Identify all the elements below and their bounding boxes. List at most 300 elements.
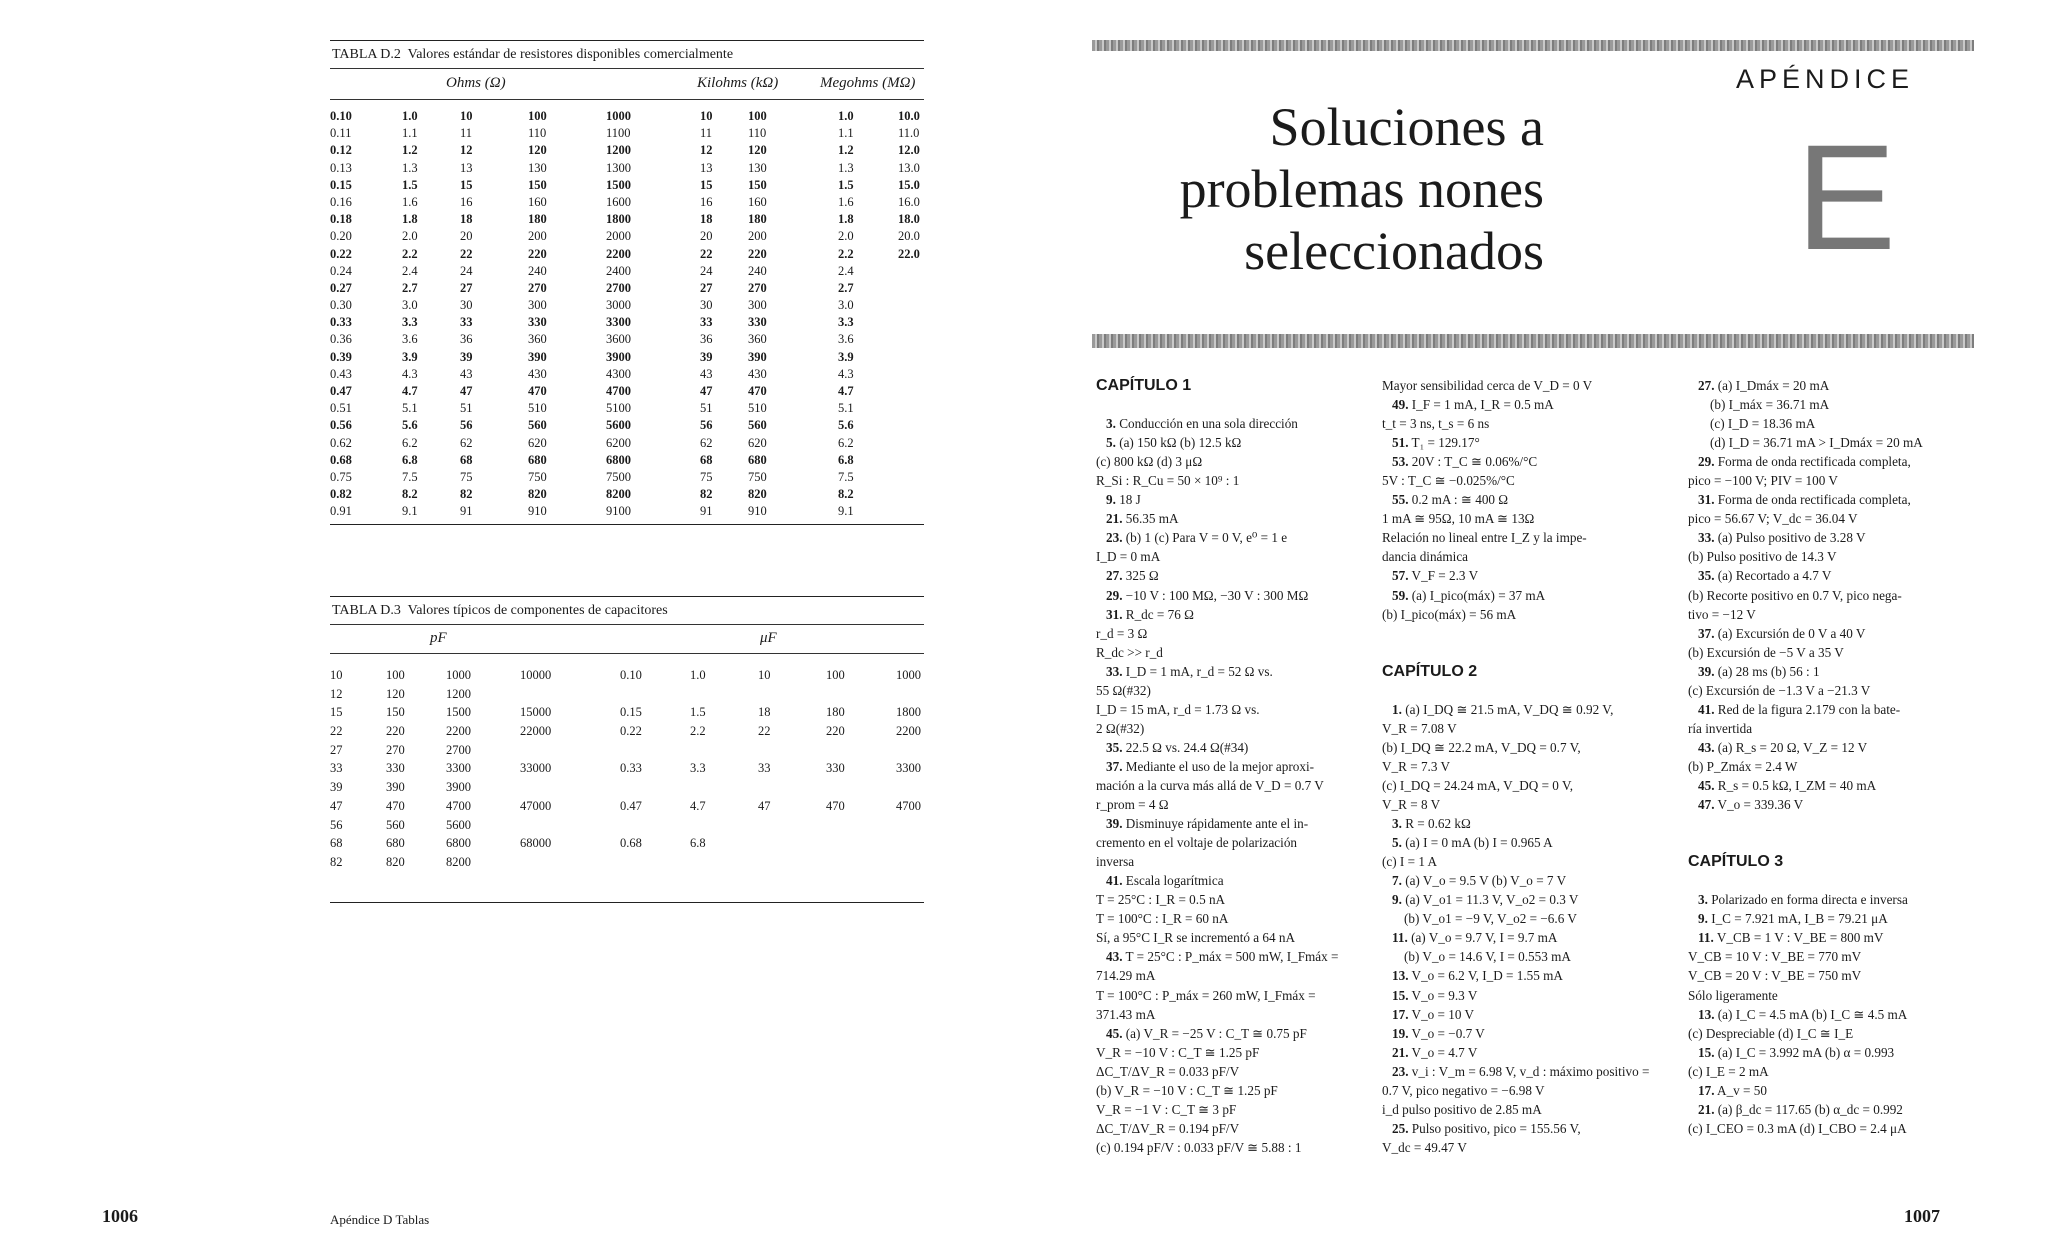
table-cell: 1000: [896, 668, 921, 682]
table-cell: 15: [700, 177, 713, 192]
solution-text: v_i : V_m = 6.98 V, v_d : máximo positivo =: [1408, 1063, 1650, 1079]
solution-continuation: I_D = 0 mA: [1096, 549, 1161, 565]
right-page: [1024, 0, 2048, 1244]
table-cell: 36: [700, 332, 713, 347]
table-cell: 820: [748, 487, 767, 502]
table-cell: 2700: [606, 280, 631, 295]
table-cell: 1.3: [402, 160, 418, 175]
table-cell: 3300: [896, 761, 921, 776]
table-cell: 6.8: [838, 452, 854, 467]
chapter-heading: CAPÍTULO 1: [1096, 377, 1192, 394]
table-cell: 75: [700, 469, 713, 484]
solution-continuation: (b) I_máx = 36.71 mA: [1710, 397, 1830, 413]
table-cell: 0.10: [620, 668, 642, 682]
table-cell: 0.75: [330, 469, 352, 484]
table-cell: 30: [700, 298, 713, 313]
table-cell: 47: [758, 798, 771, 813]
solution-entry: [1382, 700, 1649, 719]
solution-entry: [1382, 1062, 1649, 1081]
table-cell: [690, 741, 706, 760]
solution-entry: [1382, 1119, 1649, 1138]
table-cell: 12: [460, 143, 473, 158]
solution-text: 18 J: [1115, 492, 1141, 508]
table-cell: 82: [330, 854, 343, 869]
table-cell: 22.0: [898, 246, 920, 261]
solution-text: Red de la figura 2.179 con la bate-: [1714, 701, 1901, 717]
table-cell: 0.62: [330, 435, 352, 450]
table-cell: 2.2: [838, 246, 854, 261]
solution-entry: [1096, 814, 1339, 833]
problem-number: 39.: [1698, 663, 1715, 679]
table-cell: 0.91: [330, 504, 352, 519]
table-cell: [520, 816, 551, 835]
solution-entry: [1096, 433, 1339, 452]
solution-entry: [1688, 490, 1923, 509]
table-cell: 13.0: [898, 160, 920, 175]
table-cell: 43: [700, 366, 713, 381]
table-cell: 910: [748, 504, 767, 519]
table-cell: 3300: [606, 315, 631, 330]
solution-entry: [1688, 890, 1923, 909]
problem-number: 33.: [1106, 663, 1123, 679]
table-cell: 39: [700, 349, 713, 364]
problem-number: 39.: [1106, 816, 1123, 832]
table-cell: [620, 741, 642, 760]
table-cell: 15: [330, 705, 343, 720]
table-cell: 470: [386, 798, 405, 813]
solution-continuation: (d) I_D = 36.71 mA > I_Dmáx = 20 mA: [1710, 435, 1923, 451]
solution-entry: [1096, 509, 1339, 528]
solution-entry: [1688, 1005, 1923, 1024]
problem-number: 19.: [1392, 1025, 1409, 1041]
table-cell: 330: [386, 761, 405, 776]
table-cell: 680: [528, 452, 547, 467]
problem-number: 37.: [1698, 625, 1715, 641]
table-cell: 1100: [606, 126, 631, 141]
solution-continuation: V_R = 8 V: [1382, 797, 1441, 813]
table-cell: 4.3: [838, 366, 854, 381]
solution-text: V_o = 9.3 V: [1408, 987, 1478, 1003]
table-cell: 1800: [606, 212, 631, 227]
table-cell: 0.43: [330, 366, 352, 381]
table-cell: 360: [748, 332, 767, 347]
solution-text: (a) V_o1 = 11.3 V, V_o2 = 0.3 V: [1401, 892, 1579, 908]
table-d3-column: [386, 666, 405, 872]
table-cell: 11.0: [898, 126, 920, 141]
solution-continuation: pico = 56.67 V; V_dc = 36.04 V: [1688, 511, 1858, 527]
table-cell: 82: [460, 487, 473, 502]
header-ohms: Ohms (Ω): [446, 75, 506, 91]
problem-number: 11.: [1392, 930, 1408, 946]
table-cell: 470: [528, 384, 547, 398]
problem-number: 3.: [1106, 416, 1116, 432]
table-cell: [758, 685, 771, 704]
solution-continuation: dancia dinámica: [1382, 549, 1469, 565]
table-cell: [826, 741, 845, 760]
table-cell: 820: [528, 487, 547, 502]
table-d3-caption: [330, 596, 924, 625]
table-d2-column: [402, 108, 418, 521]
solution-text: R_s = 0.5 kΩ, I_ZM = 40 mA: [1714, 777, 1877, 793]
table-cell: 2000: [606, 229, 631, 244]
solution-continuation: (b) V_R = −10 V : C_T ≅ 1.25 pF: [1096, 1082, 1278, 1098]
solution-text: (a) Pulso positivo de 3.28 V: [1714, 530, 1866, 546]
problem-number: 41.: [1698, 701, 1715, 717]
table-cell: 8200: [606, 487, 631, 502]
table-cell: 150: [386, 705, 405, 720]
table-cell: 200: [748, 229, 767, 244]
table-cell: 33: [460, 315, 473, 330]
table-cell: [758, 778, 771, 797]
table-cell: 200: [528, 229, 547, 244]
table-cell: 27: [700, 280, 713, 295]
table-cell: 1200: [606, 143, 631, 158]
table-d3: [330, 596, 924, 903]
table-cell: 100: [826, 668, 845, 682]
table-cell: 1.6: [838, 194, 854, 209]
solution-continuation: (b) Recorte positivo en 0.7 V, pico nega-: [1688, 587, 1902, 603]
table-cell: 120: [528, 143, 547, 158]
solution-text: (a) Recortado a 4.7 V: [1714, 568, 1832, 584]
table-cell: [690, 816, 706, 835]
table-cell: 270: [748, 280, 767, 295]
table-cell: 620: [528, 435, 547, 450]
solution-text: (a) 28 ms (b) 56 : 1: [1714, 663, 1820, 679]
table-cell: [758, 816, 771, 835]
solution-continuation: t_t = 3 ns, t_s = 6 ns: [1382, 416, 1490, 432]
solution-text: (a) I_C = 4.5 mA (b) I_C ≅ 4.5 mA: [1714, 1006, 1908, 1022]
table-cell: 2.2: [690, 724, 706, 739]
table-cell: 18: [700, 212, 713, 227]
solution-continuation: i_d pulso positivo de 2.85 mA: [1382, 1101, 1542, 1117]
spacer: [1688, 814, 1923, 833]
problem-number: 9.: [1392, 892, 1402, 908]
solution-entry: [1688, 738, 1923, 757]
solution-continuation: (c) I_DQ = 24.24 mA, V_DQ = 0 V,: [1382, 777, 1574, 793]
solution-text: −10 V : 100 MΩ, −30 V : 300 MΩ: [1122, 587, 1309, 603]
table-d2-header: [330, 69, 924, 100]
page-number-right: 1007: [1904, 1206, 1940, 1226]
table-cell: 1800: [896, 705, 921, 720]
table-cell: 33: [700, 315, 713, 330]
problem-number: 1.: [1392, 701, 1402, 717]
solution-continuation: V_R = −10 V : C_T ≅ 1.25 pF: [1096, 1044, 1260, 1060]
table-d3-column: [520, 666, 551, 872]
table-cell: 22000: [520, 724, 552, 739]
table-cell: [896, 816, 921, 835]
solutions-column-3: [1688, 376, 1923, 1138]
table-cell: 0.22: [620, 724, 642, 739]
table-cell: 24: [460, 263, 473, 278]
solution-continuation: 5V : T_C ≅ −0.025%/°C: [1382, 473, 1515, 489]
table-cell: 1.6: [402, 194, 418, 209]
table-d3-column: [330, 666, 343, 872]
solution-continuation: pico = −100 V; PIV = 100 V: [1688, 473, 1838, 489]
table-cell: 0.12: [330, 143, 352, 158]
table-cell: 4.7: [838, 384, 854, 398]
table-cell: [690, 853, 706, 872]
table-cell: 110: [748, 126, 767, 141]
problem-number: 15.: [1698, 1044, 1715, 1060]
table-cell: 1200: [446, 686, 471, 701]
table-d3-header: [330, 625, 924, 654]
table-cell: 270: [386, 742, 405, 757]
table-cell: [758, 834, 771, 853]
table-cell: 100: [528, 109, 547, 123]
solution-continuation: 0.7 V, pico negativo = −6.98 V: [1382, 1082, 1545, 1098]
chapter-title: [1114, 96, 1544, 282]
table-cell: [896, 778, 921, 797]
solution-continuation: I_D = 15 mA, r_d = 1.73 Ω vs.: [1096, 701, 1260, 717]
solution-entry: [1382, 890, 1649, 909]
table-cell: 15000: [520, 705, 552, 720]
table-cell: 13: [460, 160, 473, 175]
table-cell: 1300: [606, 160, 631, 175]
table-cell: 13: [700, 160, 713, 175]
solutions-column-1: [1096, 376, 1339, 1157]
table-d2-body: [330, 100, 924, 525]
table-cell: 2.4: [838, 263, 854, 278]
solution-entry: [1688, 452, 1923, 471]
appendix-letter: E: [1796, 113, 1897, 281]
table-cell: 33: [330, 761, 343, 776]
problem-number: 55.: [1392, 492, 1409, 508]
table-cell: 470: [826, 798, 845, 813]
solution-continuation: (c) I_D = 18.36 mA: [1710, 416, 1816, 432]
solution-entry: [1096, 566, 1339, 585]
problem-number: 17.: [1392, 1006, 1409, 1022]
problem-number: 5.: [1106, 435, 1116, 451]
table-cell: 22: [758, 724, 771, 739]
solution-entry: [1688, 776, 1923, 795]
table-cell: 430: [528, 366, 547, 381]
solution-entry: [1382, 986, 1649, 1005]
table-cell: 240: [748, 263, 767, 278]
table-cell: 0.16: [330, 194, 352, 209]
solution-text: (a) I_pico(máx) = 37 mA: [1408, 587, 1546, 603]
table-cell: 5600: [606, 418, 631, 433]
table-cell: 0.15: [620, 705, 642, 720]
table-cell: 0.27: [330, 280, 352, 295]
table-cell: 62: [700, 435, 713, 450]
problem-number: 21.: [1392, 1044, 1409, 1060]
table-cell: 110: [528, 126, 547, 141]
table-cell: 12: [700, 143, 713, 158]
solution-text: Polarizado en forma directa e inversa: [1707, 892, 1908, 908]
solution-entry: [1688, 1081, 1923, 1100]
solution-entry: [1096, 947, 1339, 966]
solution-text: (a) I_DQ ≅ 21.5 mA, V_DQ ≅ 0.92 V,: [1401, 701, 1614, 717]
table-cell: 4.3: [402, 366, 418, 381]
table-cell: 51: [700, 401, 713, 416]
table-cell: 5.6: [838, 418, 854, 433]
solution-entry: [1688, 1043, 1923, 1062]
problem-number: 13.: [1392, 968, 1409, 984]
problem-number: 43.: [1106, 949, 1123, 965]
table-cell: 0.11: [330, 126, 352, 141]
title-line: seleccionados: [1244, 221, 1544, 281]
table-cell: 910: [528, 504, 547, 519]
solution-entry: [1688, 624, 1923, 643]
table-cell: 3300: [446, 761, 471, 776]
solution-entry: [1096, 586, 1339, 605]
solution-continuation: Relación no lineal entre I_Z y la impe-: [1382, 530, 1587, 546]
solution-entry: [1096, 490, 1339, 509]
table-cell: 39: [460, 349, 473, 364]
table-cell: 91: [700, 504, 713, 519]
table-cell: 68: [330, 836, 343, 851]
solution-text: (a) V_o = 9.7 V, I = 9.7 mA: [1407, 930, 1558, 946]
solution-entry: [1688, 928, 1923, 947]
table-cell: 10: [330, 668, 343, 682]
table-cell: 6.2: [402, 435, 418, 450]
solution-entry: [1688, 566, 1923, 585]
table-cell: 180: [748, 212, 767, 227]
table-cell: 56: [700, 418, 713, 433]
table-cell: 10.0: [898, 109, 920, 123]
table-cell: 1.5: [402, 177, 418, 192]
problem-number: 53.: [1392, 454, 1409, 470]
table-d2-caption-text: Valores estándar de resistores disponibles comercialmente: [407, 47, 734, 62]
table-cell: 0.33: [330, 315, 352, 330]
solution-entry: [1096, 605, 1339, 624]
table-cell: 1.8: [402, 212, 418, 227]
problem-number: 3.: [1392, 816, 1402, 832]
table-cell: 27: [460, 280, 473, 295]
problem-number: 33.: [1698, 530, 1715, 546]
table-cell: 1000: [606, 109, 631, 123]
table-cell: 5.6: [402, 418, 418, 433]
problem-number: 31.: [1106, 606, 1123, 622]
table-d2-column: [606, 108, 631, 521]
table-cell: 0.13: [330, 160, 352, 175]
solution-text: I_C = 7.921 mA, I_B = 79.21 μA: [1707, 911, 1888, 927]
solution-text: Conducción en una sola dirección: [1115, 416, 1298, 432]
solution-text: (a) β_dc = 117.65 (b) α_dc = 0.992: [1714, 1101, 1903, 1117]
table-cell: 5100: [606, 401, 631, 416]
problem-number: 9.: [1698, 911, 1708, 927]
problem-number: 51.: [1392, 435, 1409, 451]
solution-entry: [1096, 528, 1339, 547]
solution-entry: [1382, 871, 1649, 890]
table-cell: 12: [330, 686, 343, 701]
problem-number: 27.: [1698, 378, 1715, 393]
table-cell: 7.5: [402, 469, 418, 484]
solution-entry: [1382, 433, 1649, 452]
table-cell: 68000: [520, 836, 552, 851]
solution-entry: [1096, 662, 1339, 681]
table-cell: [758, 853, 771, 872]
table-cell: [620, 778, 642, 797]
spacer: [1096, 395, 1339, 414]
table-cell: 16: [700, 194, 713, 209]
table-cell: 220: [386, 724, 405, 739]
table-cell: 510: [528, 401, 547, 416]
table-cell: 47: [330, 798, 343, 813]
solution-text: Mediante el uso de la mejor aproxi-: [1122, 758, 1315, 774]
table-cell: 220: [748, 246, 767, 261]
solution-text: (b) 1 (c) Para V = 0 V, e⁰ = 1 e: [1122, 530, 1288, 546]
table-cell: 47000: [520, 798, 552, 813]
table-cell: 560: [386, 817, 405, 832]
solution-entry: [1096, 1024, 1339, 1043]
table-cell: 4.7: [690, 798, 706, 813]
table-cell: 330: [748, 315, 767, 330]
table-cell: 360: [528, 332, 547, 347]
table-cell: [896, 853, 921, 872]
solution-continuation: (b) Excursión de −5 V a 35 V: [1688, 644, 1844, 660]
solution-entry: [1382, 928, 1649, 947]
table-cell: 180: [826, 705, 845, 720]
chapter-heading: CAPÍTULO 2: [1382, 662, 1478, 680]
solution-entry: [1382, 452, 1649, 471]
table-cell: 6.8: [402, 452, 418, 467]
table-cell: [826, 778, 845, 797]
table-cell: 220: [528, 246, 547, 261]
solution-continuation: (c) 0.194 pF/V : 0.033 pF/V ≅ 5.88 : 1: [1096, 1139, 1302, 1155]
table-d3-column: [758, 666, 771, 872]
solution-entry: [1688, 376, 1923, 395]
table-d2-column: [838, 108, 854, 521]
table-cell: [826, 685, 845, 704]
table-cell: 8200: [446, 854, 471, 869]
solution-text: T = 25°C : P_máx = 500 mW, I_Fmáx =: [1122, 949, 1339, 965]
table-cell: 6.2: [838, 435, 854, 450]
table-cell: 3.6: [838, 332, 854, 347]
table-cell: 0.39: [330, 349, 352, 364]
problem-number: 5.: [1392, 835, 1402, 851]
solution-continuation: 2 Ω(#32): [1096, 720, 1145, 736]
solution-text: V_o = 6.2 V, I_D = 1.55 mA: [1408, 968, 1563, 984]
table-cell: 22: [460, 246, 473, 261]
table-cell: 15: [460, 177, 473, 192]
table-cell: 2.7: [838, 280, 854, 295]
table-cell: 2200: [446, 724, 471, 739]
table-cell: [826, 853, 845, 872]
solution-continuation: V_CB = 20 V : V_BE = 750 mV: [1688, 968, 1862, 984]
table-cell: 0.68: [620, 836, 642, 851]
solution-entry: [1688, 700, 1923, 719]
table-cell: 470: [748, 384, 767, 398]
solution-text: R = 0.62 kΩ: [1401, 816, 1471, 832]
table-cell: 100: [386, 668, 405, 682]
table-cell: 1.0: [690, 668, 706, 682]
solution-entry: [1096, 414, 1339, 433]
table-cell: 36: [460, 332, 473, 347]
table-cell: 20: [460, 229, 473, 244]
table-cell: 0.24: [330, 263, 352, 278]
table-cell: 9100: [606, 504, 631, 519]
table-d3-body: [330, 654, 924, 903]
solution-continuation: (c) Despreciable (d) I_C ≅ I_E: [1688, 1025, 1854, 1041]
problem-number: 47.: [1698, 797, 1715, 813]
table-cell: 20.0: [898, 229, 920, 244]
table-cell: [620, 685, 642, 704]
table-d3-column: [896, 666, 921, 872]
table-cell: 2.0: [838, 229, 854, 244]
table-cell: 68: [460, 452, 473, 467]
solution-continuation: V_R = 7.3 V: [1382, 758, 1451, 774]
table-cell: 1600: [606, 194, 631, 209]
solution-continuation: (b) P_Zmáx = 2.4 W: [1688, 758, 1798, 774]
table-cell: 39: [330, 780, 343, 795]
table-cell: 18: [758, 705, 771, 720]
table-cell: 0.30: [330, 298, 352, 313]
table-cell: 120: [748, 143, 767, 158]
table-cell: 510: [748, 401, 767, 416]
table-cell: 0.33: [620, 761, 642, 776]
table-cell: [690, 778, 706, 797]
